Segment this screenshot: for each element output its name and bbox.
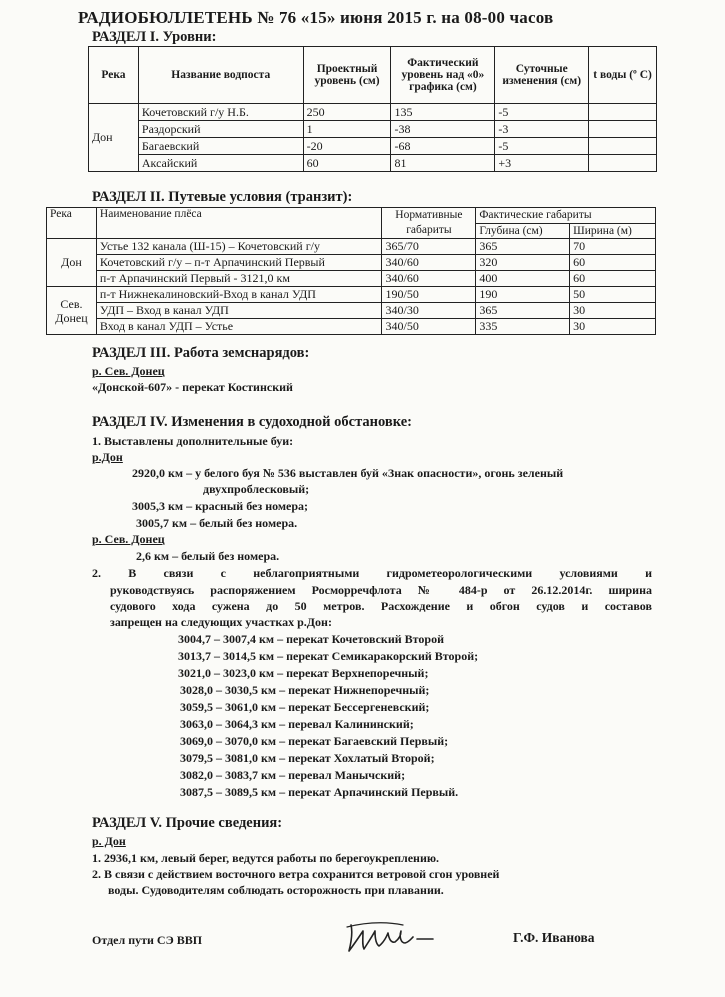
transit-name: Вход в канал УДП – Устье [96,319,382,335]
section4-item2-line: запрещен на следующих участках р.Дон: [110,615,332,629]
section4-heading: РАЗДЕЛ IV. Изменения в судоходной обстановке: [92,414,412,430]
transit-header-river: Река [47,208,97,239]
section5-heading: РАЗДЕЛ V. Прочие сведения: [92,815,283,831]
section3-river: р. Сев. Донец [92,364,165,378]
levels-header-row [89,47,657,104]
list-item: 3028,0 – 3030,5 км – перекат Нижнепоречный; [180,683,430,697]
section4-item2-line: судового хода сужена до 50 метров. Расхождение и обгон судов и составов [110,599,652,613]
section5-item2: 2. В связи с действием восточного ветра сохранится ветровой сгон уровней [92,867,500,881]
levels-header-temp: t воды (º C) [589,47,657,104]
list-item: 3021,0 – 3023,0 км – перекат Верхнепоречный; [178,666,429,680]
levels-actual: 81 [391,155,495,172]
buoy-line: 3005,7 км – белый без номера. [136,516,298,530]
transit-name: п-т Нижнекалиновский-Вход в канал УДП [96,287,382,303]
section2-heading: РАЗДЕЛ II. Путевые условия (транзит): [92,189,353,205]
transit-depth: 365 [476,303,570,319]
table-row [47,319,656,335]
levels-header-project: Проектный уровень (см) [303,47,391,104]
section4-item2-line: руководствуясь распоряжением Росморречфлота № 484-р от 26.12.2014г. ширина [110,583,652,597]
levels-name: Кочетовский г/у Н.Б. [138,104,303,121]
levels-actual: -68 [391,138,495,155]
section5-item2-cont: воды. Судоводителям соблюдать осторожность при плавании. [108,883,444,897]
transit-header-norm: Нормативные габариты [382,208,476,239]
levels-temp [589,104,657,121]
table-row [89,121,657,138]
levels-project: 1 [303,121,391,138]
transit-norm: 340/50 [382,319,476,335]
transit-norm: 365/70 [382,239,476,255]
transit-width: 30 [570,303,656,319]
list-item: 3004,7 – 3007,4 км – перекат Кочетовский Второй [178,632,444,646]
levels-header-name: Название водпоста [138,47,303,104]
section4-river2: р. Сев. Донец [92,532,165,546]
transit-width: 30 [570,319,656,335]
transit-header-fact: Фактические габариты [476,208,656,224]
transit-depth: 320 [476,255,570,271]
transit-width: 70 [570,239,656,255]
list-item: 3079,5 – 3081,0 км – перекат Хохлатый Второй; [180,751,435,765]
section4-item1: 1. Выставлены дополнительные буи: [92,434,294,448]
transit-river: Дон [47,239,97,287]
transit-name: УДП – Вход в канал УДП [96,303,382,319]
levels-table [88,46,657,172]
levels-header-actual: Фактический уровень над «0» графика (см) [391,47,495,104]
levels-change: -5 [495,104,589,121]
table-row [89,155,657,172]
table-row [47,271,656,287]
transit-width: 60 [570,255,656,271]
buoy-line: 2920,0 км – у белого буя № 536 выставлен буй «Знак опасности», огонь зеленый [132,466,564,480]
section3-heading: РАЗДЕЛ III. Работа земснарядов: [92,345,310,361]
transit-header-name: Наименование плёса [96,208,382,239]
levels-header-change: Суточные изменения (см) [495,47,589,104]
footer-department: Отдел пути СЭ ВВП [92,933,203,947]
levels-name: Раздорский [138,121,303,138]
levels-actual: -38 [391,121,495,138]
transit-norm: 340/30 [382,303,476,319]
table-row [47,239,656,255]
transit-header-width: Ширина (м) [570,223,656,239]
list-item: 3059,5 – 3061,0 км – перекат Бессергеневский; [180,700,430,714]
transit-header-depth: Глубина (см) [476,223,570,239]
page-title: РАДИОБЮЛЛЕТЕНЬ № 76 «15» июня 2015 г. на 08-00 часов [78,8,554,27]
transit-name: Кочетовский г/у – п-т Арпачинский Первый [96,255,382,271]
list-item: 3069,0 – 3070,0 км – перекат Багаевский Первый; [180,734,449,748]
transit-table [46,207,656,335]
table-row [89,138,657,155]
section5-item1: 1. 2936,1 км, левый берег, ведутся работы по берегоукреплению. [92,851,440,865]
list-item: 3082,0 – 3083,7 км – перевал Манычский; [180,768,406,782]
transit-river: Сев. Донец [47,287,97,335]
levels-change: -5 [495,138,589,155]
transit-width: 50 [570,287,656,303]
transit-norm: 190/50 [382,287,476,303]
levels-actual: 135 [391,104,495,121]
section4-item2-line: 2. В связи с неблагоприятными гидрометеорологическими условиями и [92,566,652,580]
list-item: 3087,5 – 3089,5 км – перекат Арпачинский Первый. [180,785,459,799]
levels-change: +3 [495,155,589,172]
list-item: 3013,7 – 3014,5 км – перекат Семикаракорский Второй; [178,649,479,663]
levels-name: Аксайский [138,155,303,172]
levels-project: 250 [303,104,391,121]
table-row [47,303,656,319]
levels-header-river: Река [89,47,139,104]
section1-heading: РАЗДЕЛ I. Уровни: [92,29,217,45]
transit-name: Устье 132 канала (Ш-15) – Кочетовский г/у [96,239,382,255]
levels-project: 60 [303,155,391,172]
transit-name: п-т Арпачинский Первый - 3121,0 км [96,271,382,287]
buoy-line: двухпроблесковый; [203,482,310,496]
levels-temp [589,121,657,138]
levels-change: -3 [495,121,589,138]
list-item: 3063,0 – 3064,3 км – перевал Калининский; [180,717,414,731]
transit-depth: 190 [476,287,570,303]
transit-norm: 340/60 [382,271,476,287]
table-row [89,104,657,121]
transit-width: 60 [570,271,656,287]
table-row [47,255,656,271]
levels-river: Дон [89,104,139,172]
levels-temp [589,138,657,155]
section5-river: р. Дон [92,834,126,848]
transit-depth: 365 [476,239,570,255]
section3-text: «Донской-607» - перекат Костинский [92,380,293,394]
transit-header-row [47,208,656,224]
footer-name: Г.Ф. Иванова [513,930,595,945]
transit-norm: 340/60 [382,255,476,271]
signature-icon [343,917,439,959]
levels-name: Багаевский [138,138,303,155]
buoy-line: 3005,3 км – красный без номера; [132,499,309,513]
transit-depth: 335 [476,319,570,335]
levels-temp [589,155,657,172]
section4-river1: р.Дон [92,450,123,464]
transit-depth: 400 [476,271,570,287]
buoy-line: 2,6 км – белый без номера. [136,549,280,563]
table-row [47,287,656,303]
levels-project: -20 [303,138,391,155]
